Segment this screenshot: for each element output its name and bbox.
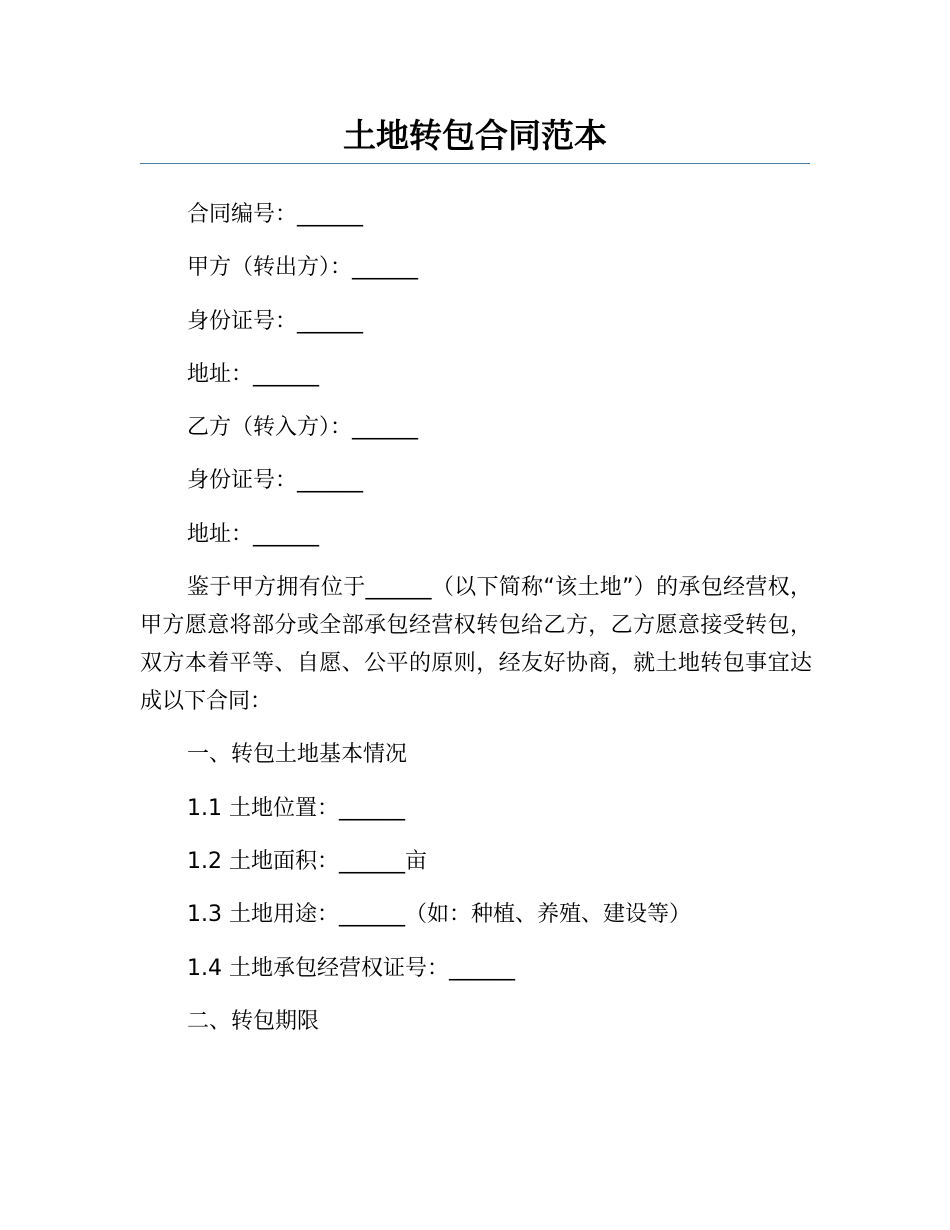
land-certificate-line: 1.4 土地承包经营权证号：______ [187, 955, 515, 981]
land-use-line: 1.3 土地用途：______（如：种植、养殖、建设等） [187, 902, 691, 928]
party-b-address-line: 地址：______ [187, 521, 320, 547]
land-area-line: 1.2 土地面积：______亩 [187, 848, 427, 874]
party-b-line: 乙方（转入方）：______ [187, 415, 419, 441]
document-title: 土地转包合同范本 [343, 116, 607, 155]
land-location-line: 1.1 土地位置：______ [187, 795, 405, 821]
section-heading-1: 一、转包土地基本情况 [187, 742, 408, 768]
party-a-address-line: 地址：______ [187, 361, 320, 387]
title-underline [140, 163, 810, 164]
party-a-id-line: 身份证号：______ [187, 308, 364, 334]
section-heading-2: 二、转包期限 [187, 1008, 320, 1034]
party-b-id-line: 身份证号：______ [187, 468, 364, 494]
contract-number-line: 合同编号：______ [187, 202, 364, 227]
intro-paragraph: 鉴于甲方拥有位于______（以下简称“该土地”）的承包经营权，甲方愿意将部分或全部承包经营权转包给乙方，乙方愿意接受转包，双方本着平等、自愿、公平的原则，经友好协商，就土地转包事宜达成以下合同： [140, 575, 812, 715]
document-body [140, 196, 812, 1056]
party-a-line: 甲方（转出方）：______ [187, 255, 419, 281]
